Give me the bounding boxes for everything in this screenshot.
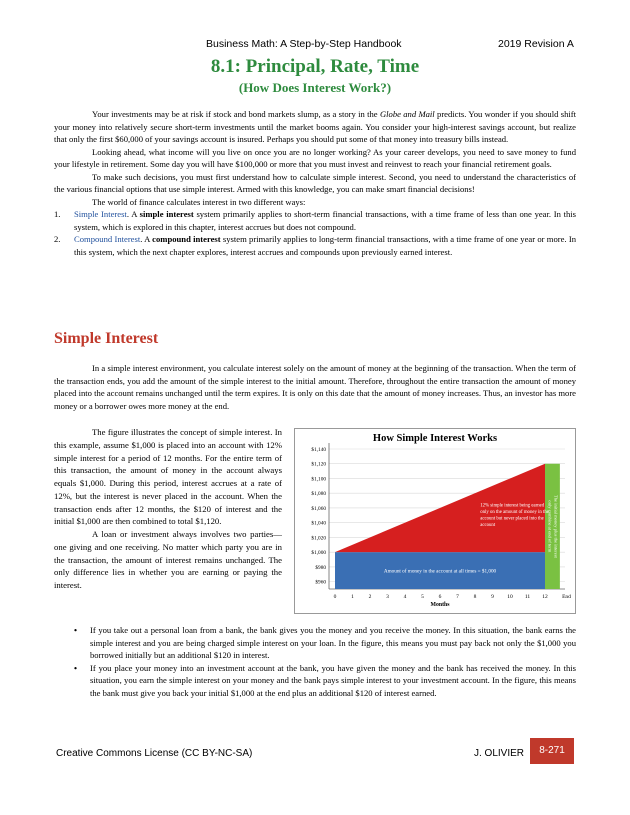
interest-annotation: 12% simple interest being earned only on the amount of money in the account but never placed into the account <box>480 503 549 528</box>
intro-section <box>54 108 576 258</box>
x-tick-label: 7 <box>456 594 459 600</box>
simple-interest-p3: A loan or investment always involves two parties—one giving and one receiving. No matter which party you are in the transaction, the amount of interest remains unchanged. The only difference lies in whether you are earning or paying the interest. <box>54 529 282 590</box>
x-tick-label: 8 <box>473 594 477 600</box>
bullet-list <box>54 624 576 699</box>
page-title: 8.1: Principal, Rate, Time <box>210 56 420 77</box>
y-tick-label: $1,100 <box>311 476 326 483</box>
y-tick-label: $1,140 <box>311 447 326 453</box>
y-tick-label: $1,120 <box>311 461 326 468</box>
x-tick-label: 5 <box>421 594 424 600</box>
intro-paragraph-2: Looking ahead, what income will you live on once you are no longer working? As your career develops, you need to save money to fund your lifestyle in retirement. Some day you will have $100,000 or more that you must invest and reinvest to reach your financial retirement goals. <box>54 146 576 169</box>
running-header-title: Business Math: A Step-by-Step Handbook <box>206 38 402 50</box>
footer-license: Creative Commons License (CC BY-NC-SA) <box>56 748 253 759</box>
running-header-revision: 2019 Revision A <box>498 38 574 50</box>
x-tick-label: 6 <box>438 594 442 600</box>
intro-paragraph-3: To make such decisions, you must first understand how to calculate simple interest. Second, you need to understand the characteristics of the various financial options that use simple interest. Armed with this knowledge, you can make smart financial decisions! <box>54 171 576 194</box>
simple-interest-p1: In a simple interest environment, you calculate interest solely on the amount of money at the beginning of the transaction. When the term of the transaction ends, you add the amount of the simple interest to the initial amount. Therefore, throughout the entire transaction the amount of money placed into the account remains unchanged until the term expires. It is only on this date that the amount of money increases. Thus, an investor has more money or a borrower owes more money at the end. <box>54 363 576 411</box>
x-tick-label: 12 <box>542 594 548 600</box>
simple-interest-left-column <box>54 426 282 592</box>
x-axis-label: Months <box>430 602 450 608</box>
end-annotation: The initial money plus the interestonly combine at end of term <box>547 494 559 558</box>
section-heading: Simple Interest <box>54 330 159 347</box>
x-tick-label: 3 <box>386 594 389 600</box>
simple-interest-p2: The figure illustrates the concept of simple interest. In this example, assume $1,000 is placed into an account with 12% simple interest for a period of 12 months. For the entire term of this transaction, the amount of money in the account always equals $1,000. During this period, interest accrues at a rate of 12%, but the interest is never placed in the account. When the transaction ends after 12 months, the $120 of interest and the initial $1,000 are then combined to total $1,120. <box>54 427 282 527</box>
principal-annotation: Amount of money in the account at all times = $1,000 <box>383 568 497 575</box>
x-tick-label: 0 <box>333 594 337 600</box>
x-tick-label: End <box>562 594 571 600</box>
y-tick-label: $1,040 <box>311 520 326 527</box>
x-tick-label: 1 <box>351 594 354 600</box>
y-tick-label: $1,020 <box>311 535 326 542</box>
list-item: 2. Compound Interest. A compound interest system primarily applies to long-term financial transactions, with a time frame of one year or more. In this system, which the next chapter explores, interest accrues and compounds upon previously earned interest. <box>54 234 576 257</box>
bullets-section <box>54 624 576 699</box>
footer-author: J. OLIVIER <box>474 748 525 759</box>
x-tick-label: 4 <box>403 594 407 600</box>
chart-title: How Simple Interest Works <box>372 433 498 444</box>
list-item: 1. Simple Interest. A simple interest system primarily applies to short-term financial transactions, with a time frame of less than one year. In this system, which is explored in this chapter, interest accrues but does not compound. <box>54 209 577 232</box>
page-number-badge: 8-271 <box>530 738 574 764</box>
simple-interest-chart <box>294 428 576 614</box>
intro-paragraph-4: The world of finance calculates interest in two different ways: <box>92 196 306 207</box>
list-item: • If you place your money into an investment account at the bank, you have given the money and the bank has received the money. In this situation, you earn the simple interest on your money and the bank pays simple interest to your investment account. In the figure, this means the bank must give you back your initial $1,000 at the end plus an additional $120 of interest earned. <box>74 662 576 698</box>
list-item: • If you take out a personal loan from a bank, the bank gives you the money and you receive the money. In this situation, the bank earns the simple interest and you are being charged simple interest on your loan. In the figure, this means you must pay back not only the $1,000 you borrowed initially but an additional $120 in interest. <box>74 625 576 660</box>
x-tick-label: 9 <box>491 594 494 600</box>
y-tick-label: $980 <box>315 564 326 571</box>
x-tick-label: 10 <box>507 594 513 600</box>
y-tick-label: $1,060 <box>311 505 326 512</box>
x-tick-label: 11 <box>524 594 531 600</box>
page-subtitle: (How Does Interest Work?) <box>238 80 392 95</box>
y-tick-label: $1,080 <box>311 491 326 498</box>
y-tick-label: $960 <box>315 579 326 586</box>
intro-paragraph-1: Your investments may be at risk if stock and bond markets slump, as a story in the Globe and Mail predicts. You wonder if you should shift your money into relatively secure short-term investments until the market booms again. You consider your high-interest savings account, but realize that only the first $60,000 of your savings account is insured. Perhaps you should put some of that money into treasury bills instead. <box>54 109 577 144</box>
x-tick-label: 2 <box>368 594 372 600</box>
interest-types-list <box>54 208 576 258</box>
chart-svg <box>295 429 575 613</box>
y-tick-label: $1,000 <box>311 550 326 557</box>
